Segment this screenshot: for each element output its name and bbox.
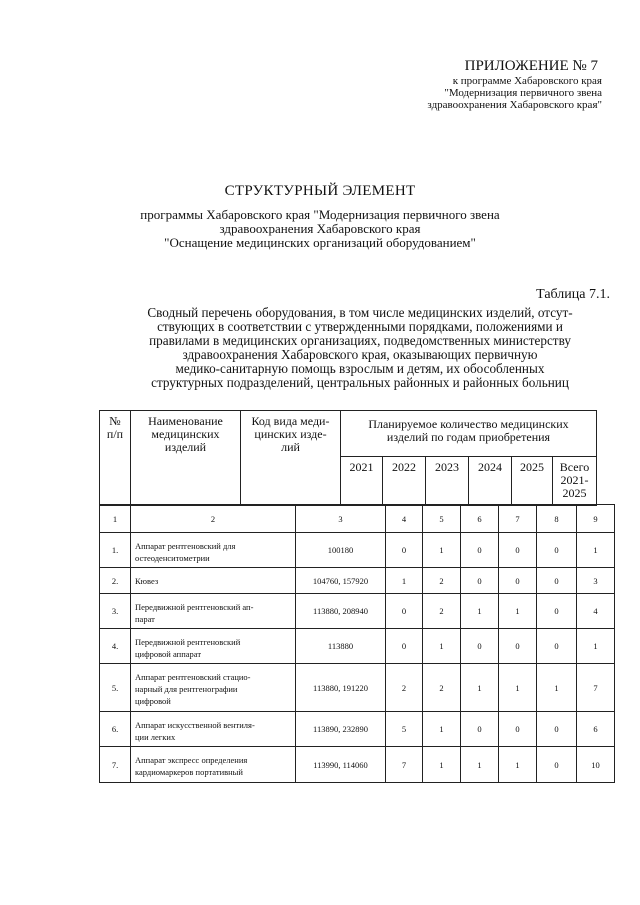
row-code: 113990, 114060: [296, 747, 386, 783]
row-2022: 1: [423, 712, 461, 747]
row-2022: 2: [423, 664, 461, 712]
header-total: Всего 2021- 2025: [553, 457, 597, 506]
row-2023: 0: [461, 533, 499, 568]
row-2024: 1: [499, 594, 537, 629]
table-row: [100, 533, 615, 568]
table-row: [100, 568, 615, 594]
row-2025: 0: [537, 629, 577, 664]
row-2025: 0: [537, 533, 577, 568]
table-label: Таблица 7.1.: [536, 287, 610, 302]
description-line: структурных подразделений, центральных районных и районных больниц: [151, 375, 569, 390]
structural-element-block: [0, 183, 640, 250]
table-row: [100, 664, 615, 712]
row-2024: 0: [499, 629, 537, 664]
column-number: 8: [537, 505, 577, 533]
row-total: 3: [577, 568, 615, 594]
row-2024: 0: [499, 712, 537, 747]
row-2022: 2: [423, 568, 461, 594]
column-numbers-row: [100, 505, 615, 533]
row-2023: 0: [461, 568, 499, 594]
equipment-table: [99, 504, 615, 783]
description-line: ствующих в соответствии с утвержденными порядками, положениями и: [157, 319, 563, 334]
table-description: [100, 306, 620, 390]
column-number: 9: [577, 505, 615, 533]
row-code: 113880: [296, 629, 386, 664]
row-2021: 2: [386, 664, 423, 712]
row-2023: 1: [461, 664, 499, 712]
column-number: 4: [386, 505, 423, 533]
row-num: 1.: [100, 533, 131, 568]
row-total: 7: [577, 664, 615, 712]
row-code: 100180: [296, 533, 386, 568]
row-2023: 1: [461, 747, 499, 783]
column-number: 6: [461, 505, 499, 533]
row-2025: 0: [537, 568, 577, 594]
row-name: Аппарат экспресс определения кардиомаркеров портативный: [131, 747, 296, 783]
row-2022: 1: [423, 629, 461, 664]
structural-line: программы Хабаровского края "Модернизация первичного звена: [140, 207, 500, 222]
header-year: 2021: [341, 457, 383, 506]
header-year: 2024: [469, 457, 512, 506]
row-2021: 1: [386, 568, 423, 594]
row-2022: 1: [423, 747, 461, 783]
row-num: 5.: [100, 664, 131, 712]
appendix-line: здравоохранения Хабаровского края": [427, 99, 602, 111]
row-code: 113880, 191220: [296, 664, 386, 712]
row-total: 4: [577, 594, 615, 629]
row-name: Передвижной рентгеновский цифровой аппарат: [131, 629, 296, 664]
row-2024: 0: [499, 568, 537, 594]
row-total: 1: [577, 533, 615, 568]
row-name: Кювез: [131, 568, 296, 594]
row-2023: 1: [461, 594, 499, 629]
column-number: 3: [296, 505, 386, 533]
header-year: 2023: [426, 457, 469, 506]
row-2024: 1: [499, 664, 537, 712]
header-name: Наименование медицинских изделий: [131, 411, 241, 506]
structural-title: СТРУКТУРНЫЙ ЭЛЕМЕНТ: [224, 183, 416, 199]
row-2021: 7: [386, 747, 423, 783]
row-num: 7.: [100, 747, 131, 783]
row-2025: 0: [537, 712, 577, 747]
structural-line: "Оснащение медицинских организаций оборудованием": [164, 235, 476, 250]
row-name: Аппарат рентгеновский стацио- нарный для рентгенографии цифровой: [131, 664, 296, 712]
table-header: [99, 410, 597, 506]
row-total: 6: [577, 712, 615, 747]
header-code: Код вида меди- цинских изде- лий: [241, 411, 341, 506]
row-total: 10: [577, 747, 615, 783]
row-2025: 1: [537, 664, 577, 712]
structural-line: здравоохранения Хабаровского края: [219, 221, 421, 236]
table-row: [100, 594, 615, 629]
table-row: [100, 629, 615, 664]
description-line: здравоохранения Хабаровского края, оказывающих первичную: [182, 347, 538, 362]
description-line: медико-санитарную помощь взрослым и детям, их обособленных: [175, 361, 545, 376]
row-2025: 0: [537, 594, 577, 629]
row-num: 6.: [100, 712, 131, 747]
row-code: 113890, 232890: [296, 712, 386, 747]
header-year: 2022: [383, 457, 426, 506]
row-2023: 0: [461, 712, 499, 747]
row-2021: 0: [386, 594, 423, 629]
row-num: 2.: [100, 568, 131, 594]
row-num: 3.: [100, 594, 131, 629]
row-2021: 5: [386, 712, 423, 747]
row-2022: 2: [423, 594, 461, 629]
row-total: 1: [577, 629, 615, 664]
header-num: № п/п: [100, 411, 131, 506]
row-2021: 0: [386, 629, 423, 664]
appendix-line: "Модернизация первичного звена: [444, 87, 602, 99]
appendix-block: [427, 58, 602, 111]
header-year: 2025: [512, 457, 553, 506]
row-2023: 0: [461, 629, 499, 664]
header-planned: Планируемое количество медицинских изделий по годам приобретения: [341, 411, 597, 457]
row-2022: 1: [423, 533, 461, 568]
column-number: 2: [131, 505, 296, 533]
appendix-title: ПРИЛОЖЕНИЕ № 7: [464, 58, 598, 74]
description-line: Сводный перечень оборудования, в том числе медицинских изделий, отсут-: [147, 305, 573, 320]
row-num: 4.: [100, 629, 131, 664]
description-line: правилами в медицинских организациях, подведомственных министерству: [149, 333, 571, 348]
row-code: 113880, 208940: [296, 594, 386, 629]
table-row: [100, 712, 615, 747]
row-name: Аппарат искусственной вентиля- ции легких: [131, 712, 296, 747]
row-name: Передвижной рентгеновский ап- парат: [131, 594, 296, 629]
row-2021: 0: [386, 533, 423, 568]
column-number: 7: [499, 505, 537, 533]
table-row: [100, 747, 615, 783]
row-code: 104760, 157920: [296, 568, 386, 594]
column-number: 5: [423, 505, 461, 533]
row-2024: 0: [499, 533, 537, 568]
column-number: 1: [100, 505, 131, 533]
row-2025: 0: [537, 747, 577, 783]
appendix-line: к программе Хабаровского края: [452, 75, 602, 87]
row-name: Аппарат рентгеновский для остеоденситометрии: [131, 533, 296, 568]
row-2024: 1: [499, 747, 537, 783]
